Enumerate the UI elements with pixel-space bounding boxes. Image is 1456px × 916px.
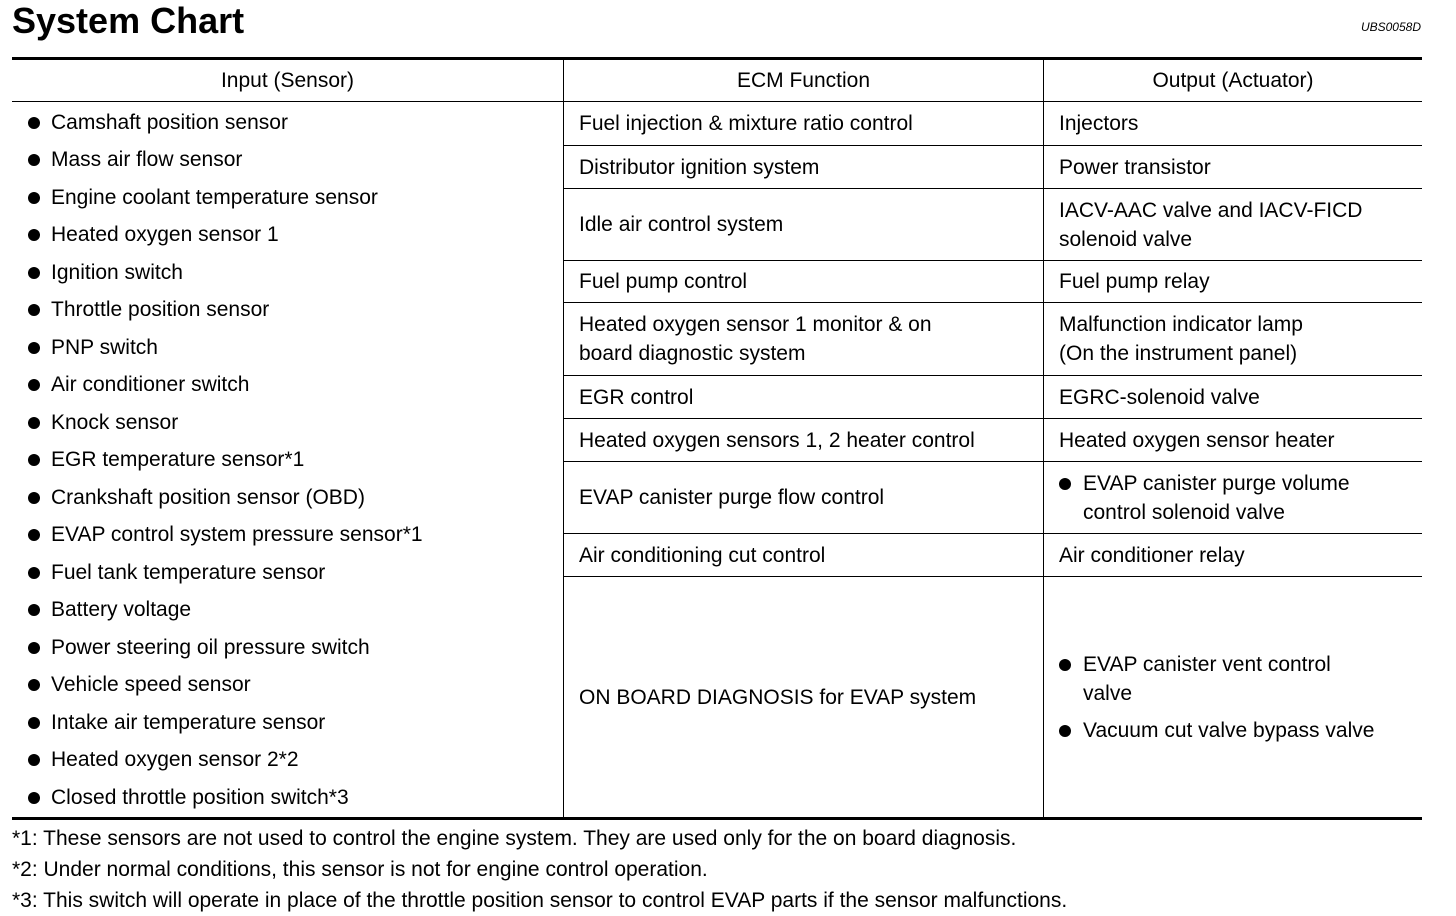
list-item: EGR temperature sensor*1 xyxy=(28,442,423,480)
bullet-icon xyxy=(28,117,40,129)
list-item: Heated oxygen sensor 2*2 xyxy=(28,742,423,780)
function-cell: Heated oxygen sensor 1 monitor & on board diagnostic system xyxy=(579,313,932,365)
bullet-icon xyxy=(28,679,40,691)
list-item: Throttle position sensor xyxy=(28,292,423,330)
header-function: ECM Function xyxy=(736,68,871,92)
function-cell: EGR control xyxy=(579,385,694,409)
bullet-icon xyxy=(28,154,40,166)
footnotes xyxy=(12,823,1067,916)
output-cell: Air conditioner relay xyxy=(1059,543,1245,567)
list-item: EVAP canister purge volume control solenoid valve xyxy=(1059,469,1350,527)
list-item: Vehicle speed sensor xyxy=(28,667,423,705)
bullet-icon xyxy=(28,304,40,316)
function-cell: Fuel pump control xyxy=(579,270,748,293)
bullet-icon xyxy=(28,717,40,729)
list-item: Mass air flow sensor xyxy=(28,142,423,180)
list-item: EVAP control system pressure sensor*1 xyxy=(28,517,423,555)
bullet-icon xyxy=(28,192,40,204)
list-item: Vacuum cut valve bypass valve xyxy=(1059,716,1374,745)
output-cell: Malfunction indicator lamp (On the instrument panel) xyxy=(1059,313,1303,365)
bullet-icon xyxy=(28,379,40,391)
output-cell: Heated oxygen sensor heater xyxy=(1059,428,1335,452)
bullet-icon xyxy=(28,754,40,766)
list-item: Air conditioner switch xyxy=(28,367,423,405)
bullet-icon xyxy=(28,267,40,279)
bullet-icon xyxy=(1059,659,1071,671)
page-title: System Chart xyxy=(12,0,245,41)
list-item: Battery voltage xyxy=(28,592,423,630)
column-divider-1 xyxy=(563,60,564,817)
bullet-icon xyxy=(28,792,40,804)
list-item: Knock sensor xyxy=(28,404,423,442)
output-cell: Fuel pump relay xyxy=(1059,270,1210,293)
function-cell: Heated oxygen sensors 1, 2 heater control xyxy=(579,428,975,452)
output-cell: IACV-AAC valve and IACV-FICD solenoid valve xyxy=(1059,198,1363,251)
column-divider-2 xyxy=(1043,60,1044,817)
function-cell: Fuel injection & mixture ratio control xyxy=(579,112,913,135)
bullet-icon xyxy=(1059,725,1071,737)
bullet-icon xyxy=(28,492,40,504)
list-item: Heated oxygen sensor 1 xyxy=(28,217,423,255)
header-output: Output (Actuator) xyxy=(1152,68,1314,92)
bullet-icon xyxy=(28,342,40,354)
function-cell: EVAP canister purge flow control xyxy=(579,486,885,509)
bullet-icon xyxy=(28,417,40,429)
function-cell: Distributor ignition system xyxy=(579,155,820,179)
list-item: Crankshaft position sensor (OBD) xyxy=(28,479,423,517)
list-item: Power steering oil pressure switch xyxy=(28,629,423,667)
output-cell xyxy=(1059,577,1419,817)
list-item: EVAP canister vent control valve xyxy=(1059,650,1374,708)
list-item: PNP switch xyxy=(28,329,423,367)
list-item: Closed throttle position switch*3 xyxy=(28,779,423,817)
bullet-icon xyxy=(28,454,40,466)
bullet-icon xyxy=(28,642,40,654)
list-item: Engine coolant temperature sensor xyxy=(28,179,423,217)
list-item: Camshaft position sensor xyxy=(28,104,423,142)
footnote: *1: These sensors are not used to control the engine system. They are used only for the on board diagnosis. xyxy=(12,827,1017,850)
bullet-icon xyxy=(28,529,40,541)
footnote: *3: This switch will operate in place of the throttle position sensor to control EVAP parts if the sensor malfunctions. xyxy=(12,889,1068,912)
bullet-icon xyxy=(28,604,40,616)
bullet-icon xyxy=(28,567,40,579)
output-cell: EGRC-solenoid valve xyxy=(1059,385,1260,409)
function-cell: ON BOARD DIAGNOSIS for EVAP system xyxy=(579,685,977,709)
table-bottom-rule xyxy=(12,817,1422,820)
output-cell xyxy=(1059,462,1419,533)
footnote: *2: Under normal conditions, this sensor is not for engine control operation. xyxy=(12,858,708,881)
sensor-list xyxy=(28,104,423,817)
list-item: Intake air temperature sensor xyxy=(28,704,423,742)
list-item: Ignition switch xyxy=(28,254,423,292)
function-cell: Air conditioning cut control xyxy=(579,543,826,567)
document-id: UBS0058D xyxy=(1360,20,1421,34)
bullet-icon xyxy=(28,229,40,241)
header-input: Input (Sensor) xyxy=(220,68,355,92)
list-item: Fuel tank temperature sensor xyxy=(28,554,423,592)
bullet-icon xyxy=(1059,478,1071,490)
function-cell: Idle air control system xyxy=(579,213,784,236)
output-cell: Power transistor xyxy=(1059,155,1211,179)
output-cell: Injectors xyxy=(1059,112,1139,135)
